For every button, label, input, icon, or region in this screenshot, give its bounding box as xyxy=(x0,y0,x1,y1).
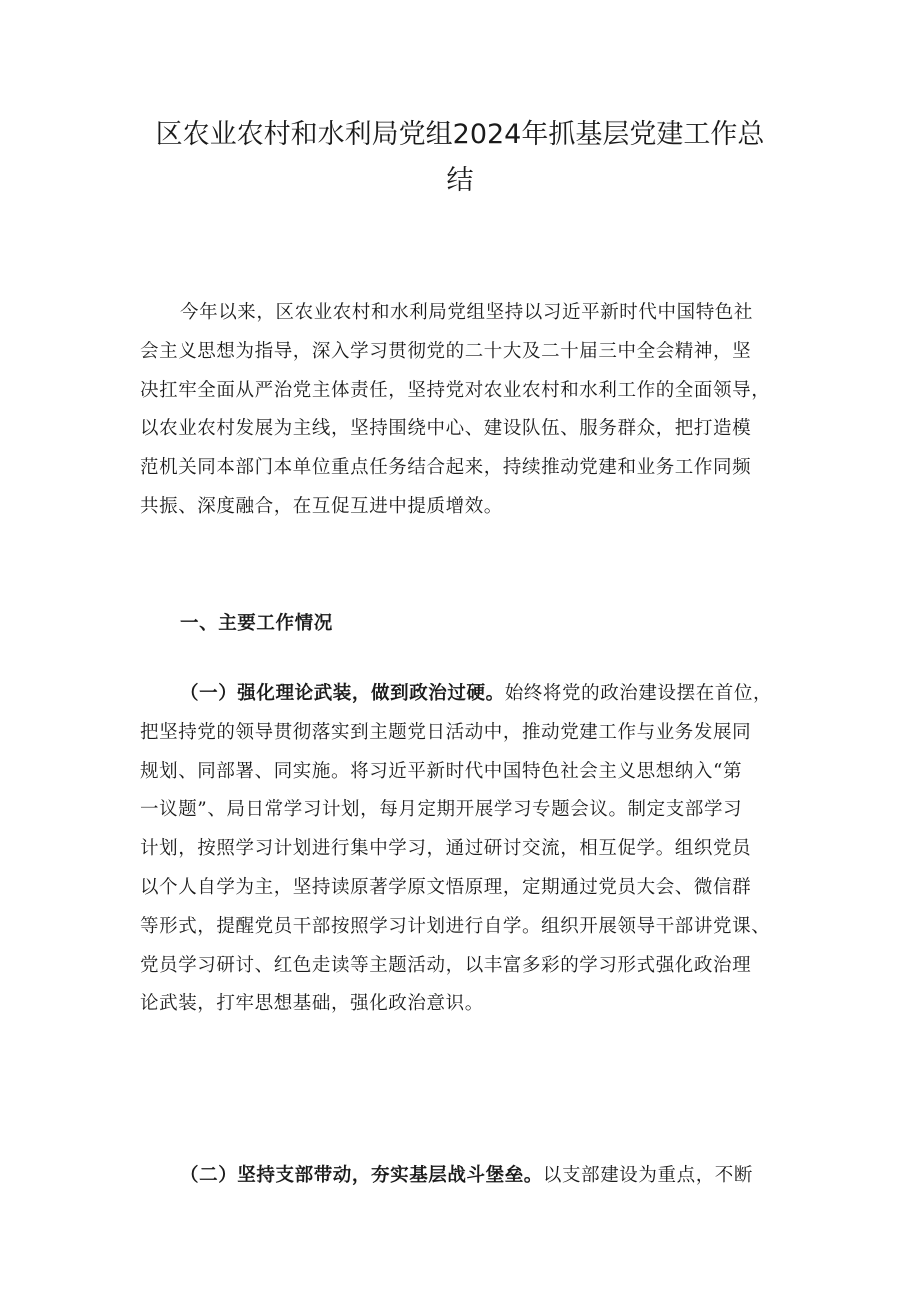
intro-line-5: 范机关同本部门本单位重点任务结合起来，持续推动党建和业务工作同频 xyxy=(140,457,752,479)
intro-line-1: 今年以来，区农业农村和水利局党组坚持以习近平新时代中国特色社 xyxy=(180,302,754,323)
para1-first-line xyxy=(140,675,788,714)
intro-paragraph xyxy=(140,294,788,527)
para1-line-2: 把坚持党的领导贯彻落实到主题党日活动中，推动党建工作与业务发展同 xyxy=(140,721,752,743)
para1-line-9: 论武装，打牢思想基础，强化政治意识。 xyxy=(140,993,484,1015)
para1-first-line-rest: 始终将党的政治建设摆在首位， xyxy=(504,683,773,704)
para1-line-3: 规划、同部署、同实施。将习近平新时代中国特色社会主义思想纳入“第 xyxy=(140,760,743,782)
para2-lead: （二）坚持支部带动，夯实基层战斗堡垒。 xyxy=(180,1165,543,1186)
para1-line-5: 计划，按照学习计划进行集中学习，通过研讨交流，相互促学。组织党员 xyxy=(140,838,752,860)
para2-first-line-rest: 以支部建设为重点，不断 xyxy=(542,1165,754,1186)
section-heading-text: 一、主要工作情况 xyxy=(180,613,333,634)
para1-lead: （一）强化理论武装，做到政治过硬。 xyxy=(180,683,505,704)
paragraph-theory xyxy=(140,675,788,1024)
intro-line-2: 会主义思想为指导，深入学习贯彻党的二十大及二十届三中全会精神，坚 xyxy=(140,340,752,362)
para1-line-4: 一议题”、局日常学习计划，每月定期开展学习专题会议。制定支部学习 xyxy=(140,799,743,821)
para1-line-7: 等形式，提醒党员干部按照学习计划进行自学。组织开展领导干部讲党课、 xyxy=(140,915,771,937)
para2-first-line xyxy=(140,1157,788,1196)
intro-line-6: 共振、深度融合，在互促互进中提质增效。 xyxy=(140,495,503,517)
intro-line-4: 以农业农村发展为主线，坚持围绕中心、建设队伍、服务群众，把打造模 xyxy=(140,418,752,440)
intro-line-3: 决扛牢全面从严治党主体责任，坚持党对农业农村和水利工作的全面领导， xyxy=(140,379,771,401)
para1-line-6: 以个人自学为主，坚持读原著学原文悟原理，定期通过党员大会、微信群 xyxy=(140,876,752,898)
para1-line-8: 党员学习研讨、红色走读等主题活动，以丰富多彩的学习形式强化政治理 xyxy=(140,954,752,976)
document-title xyxy=(140,112,780,204)
title-line-2: 结 xyxy=(446,165,474,196)
paragraph-branch xyxy=(140,1157,788,1196)
title-line-1: 区农业农村和水利局党组2024年抓基层党建工作总 xyxy=(155,119,765,150)
section-heading xyxy=(140,605,788,644)
